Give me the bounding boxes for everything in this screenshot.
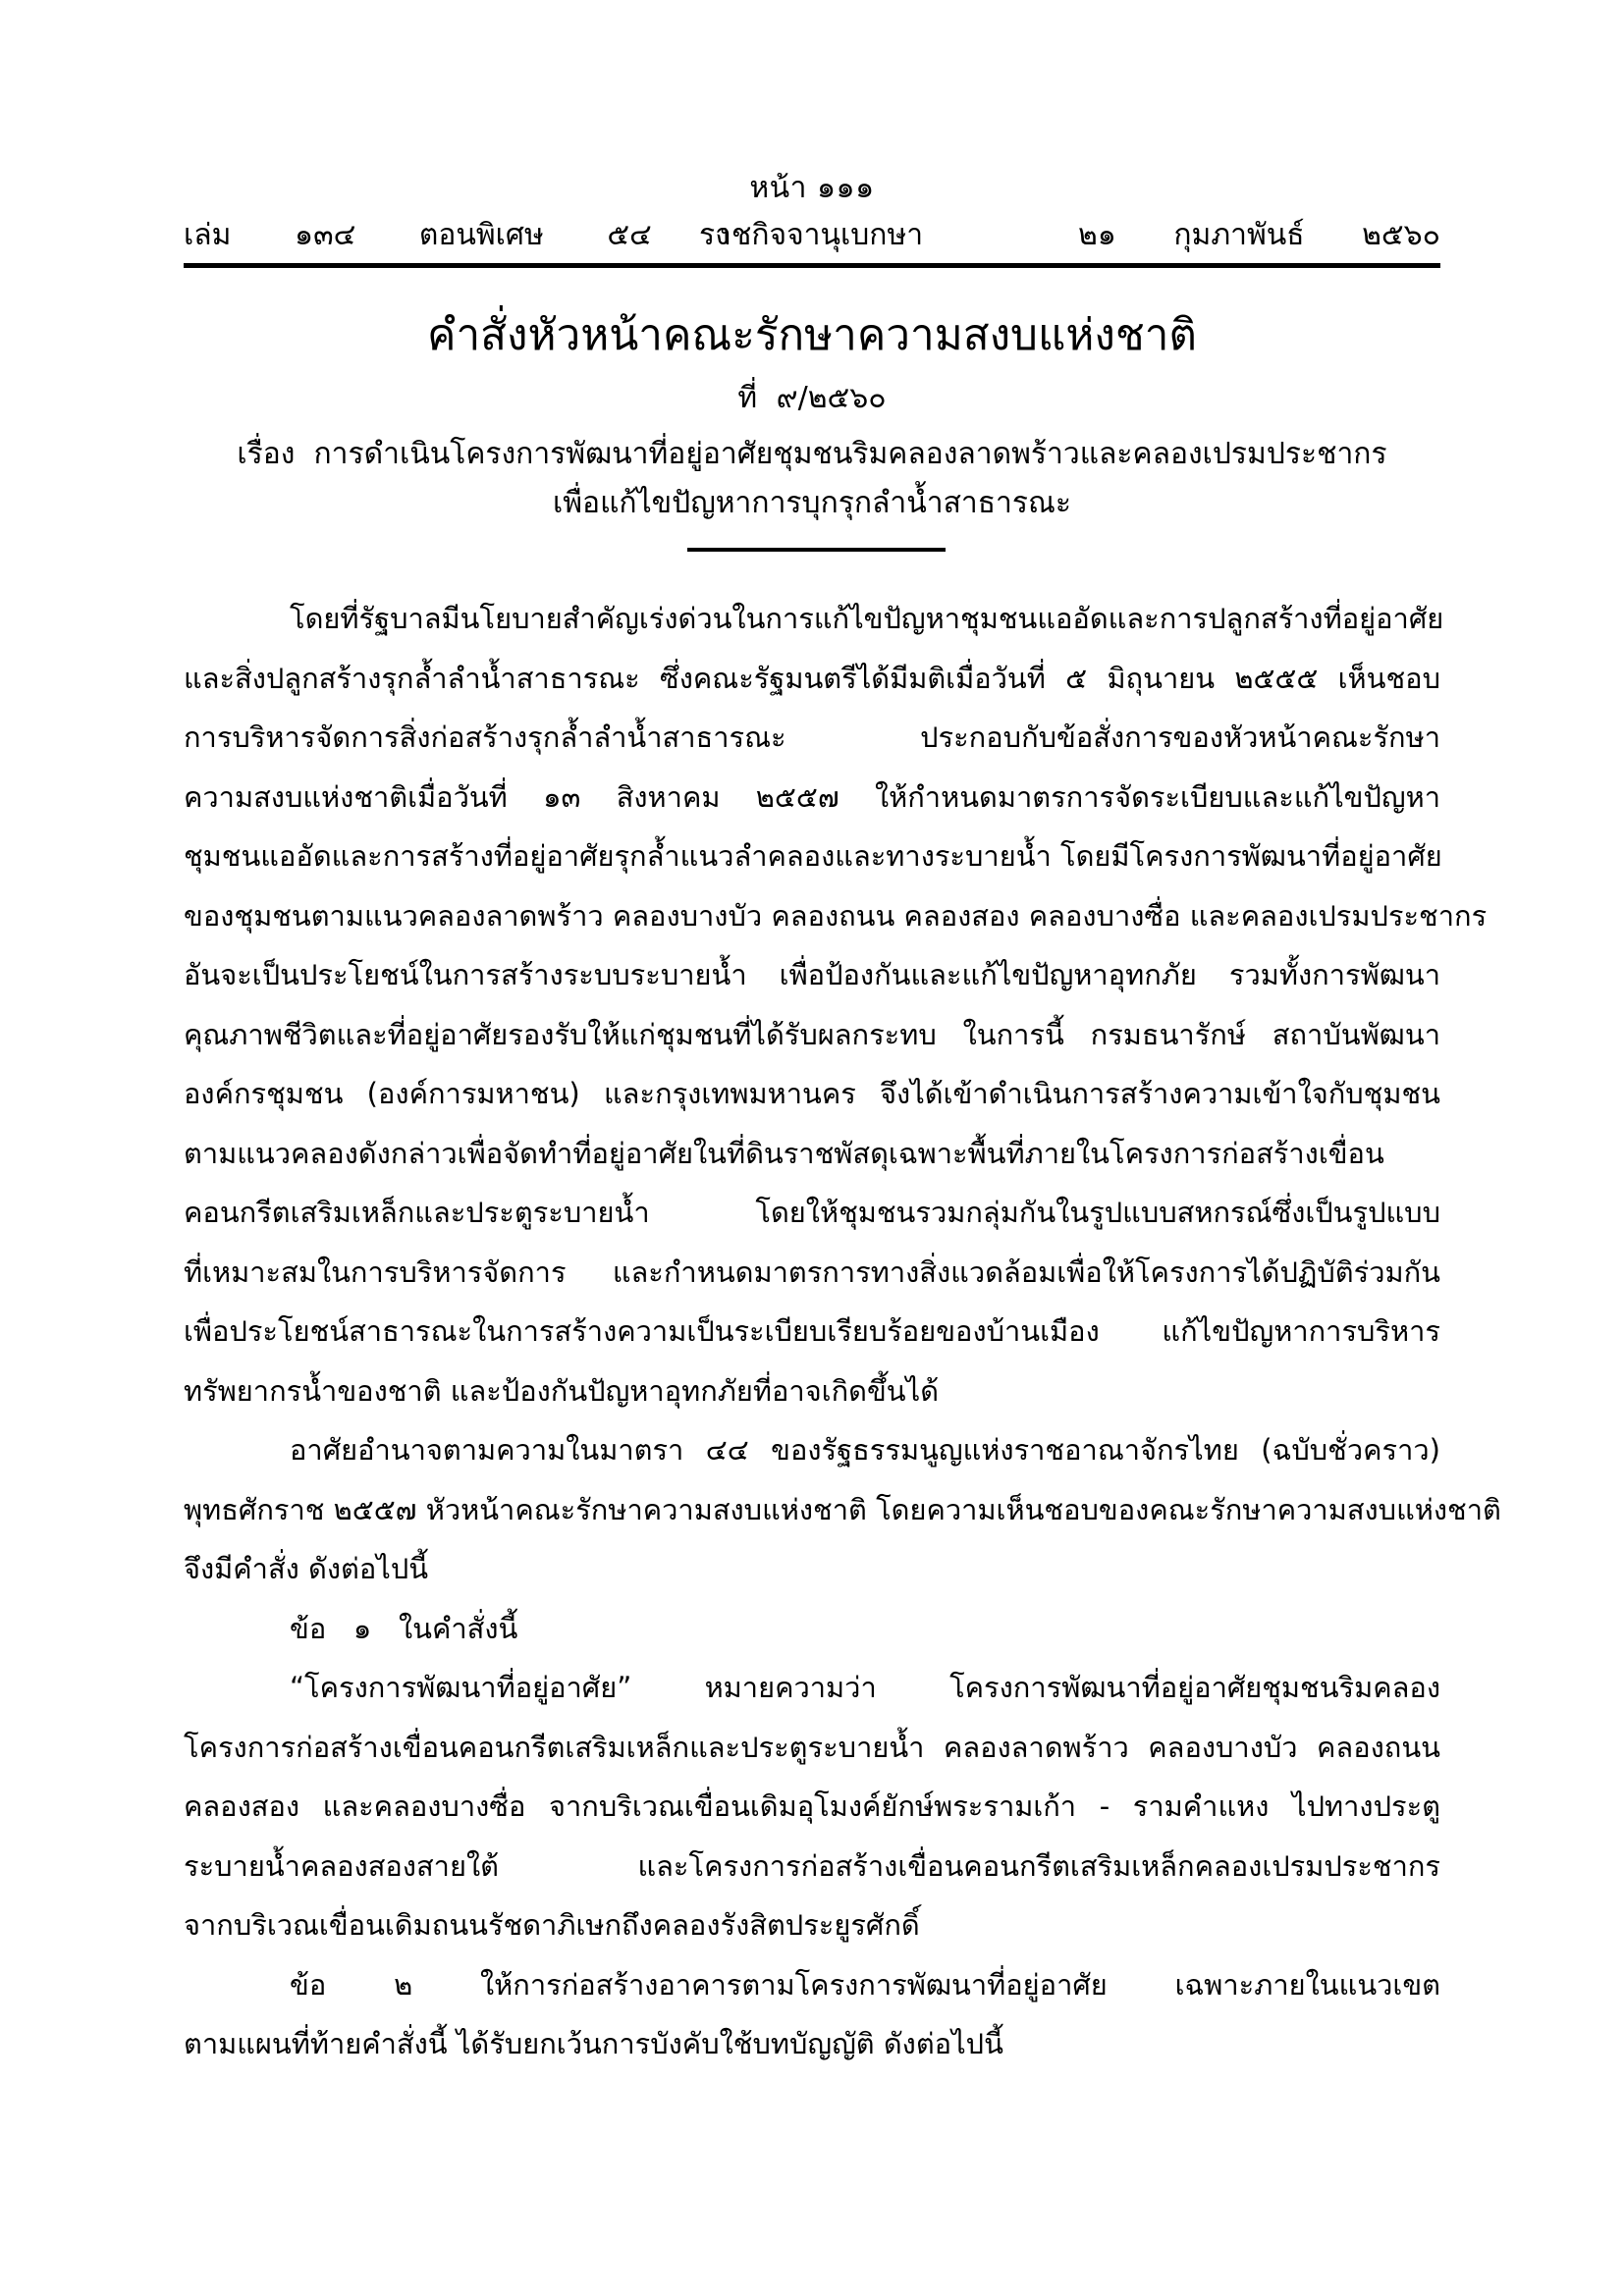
preamble-line: การบริหารจัดการสิ่งก่อสร้างรุกล้ำลำน้ำสาธารณะ ประกอบกับข้อสั่งการของหัวหน้าคณะรักษา: [184, 721, 1440, 754]
document-subject: [0, 430, 1624, 528]
preamble-line: ที่เหมาะสมในการบริหารจัดการ และกำหนดมาตรการทางสิ่งแวดล้อมเพื่อให้โครงการได้ปฏิบัติร่วมกัน: [184, 1255, 1440, 1289]
preamble-line: คอนกรีตเสริมเหล็กและประตูระบายน้ำ โดยให้ชุมชนรวมกลุ่มกันในรูปแบบสหกรณ์ซึ่งเป็นรูปแบบ: [184, 1196, 1440, 1229]
preamble-line: ชุมชนแออัดและการสร้างที่อยู่อาศัยรุกล้ำแนวลำคลองและทางระบายน้ำ โดยมีโครงการพัฒนาที่อยู่อาศัย: [184, 839, 1442, 873]
preamble-line: ของชุมชนตามแนวคลองลาดพร้าว คลองบางบัว คลองถนน คลองสอง คลองบางซื่อ และคลองเปรมประชากร: [184, 898, 1488, 933]
preamble-line: โดยที่รัฐบาลมีนโยบายสำคัญเร่งด่วนในการแก้ไขปัญหาชุมชนแออัดและการปลูกสร้างที่อยู่อาศัย: [290, 602, 1444, 635]
publication-date: ๒๑ กุมภาพันธ์ ๒๕๖๐: [1077, 218, 1440, 252]
page-number: หน้า ๑๑๑: [749, 171, 875, 205]
clause-2-line: ตามแผนที่ท้ายคำสั่งนี้ ได้รับยกเว้นการบังคับใช้บทบัญญัติ ดังต่อไปนี้: [184, 2027, 1003, 2060]
preamble-line: องค์กรชุมชน (องค์การมหาชน) และกรุงเทพมหานคร จึงได้เข้าดำเนินการสร้างความเข้าใจกับชุมชน: [184, 1077, 1440, 1110]
clause-1-line: คลองสอง และคลองบางซื่อ จากบริเวณเขื่อนเดิมอุโมงค์ยักษ์พระรามเก้า - รามคำแหง ไปทางประตู: [184, 1789, 1440, 1823]
subject-line-1: เรื่อง การดำเนินโครงการพัฒนาที่อยู่อาศัยชุมชนริมคลองลาดพร้าวและคลองเปรมประชากร: [237, 437, 1387, 471]
preamble-line: คุณภาพชีวิตและที่อยู่อาศัยรองรับให้แก่ชุมชนที่ได้รับผลกระทบ ในการนี้ กรมธนารักษ์ สถาบันพัฒนา: [184, 1017, 1440, 1051]
authority-line: พุทธศักราช ๒๕๕๗ หัวหน้าคณะรักษาความสงบแห่งชาติ โดยความเห็นชอบของคณะรักษาความสงบแห่งชาติ: [184, 1492, 1501, 1526]
clause-1-heading: ข้อ ๑ ในคำสั่งนี้: [290, 1611, 518, 1645]
preamble-line: เพื่อประโยชน์สาธารณะในการสร้างความเป็นระเบียบเรียบร้อยของบ้านเมือง แก้ไขปัญหาการบริหาร: [184, 1314, 1440, 1348]
document-body: [184, 589, 1501, 2074]
preamble-line: ทรัพยากรน้ำของชาติ และป้องกันปัญหาอุทกภัยที่อาจเกิดขึ้นได้: [184, 1373, 940, 1408]
preamble-line: อันจะเป็นประโยชน์ในการสร้างระบบระบายน้ำ เพื่อป้องกันและแก้ไขปัญหาอุทกภัย รวมทั้งการพัฒนา: [184, 958, 1440, 991]
volume-issue: เล่ม ๑๓๔ ตอนพิเศษ ๕๔ ง: [184, 218, 731, 252]
document-title: คำสั่งหัวหน้าคณะรักษาความสงบแห่งชาติ: [427, 310, 1197, 360]
authority-line: จึงมีคำสั่ง ดังต่อไปนี้: [184, 1552, 429, 1585]
clause-1-line: ระบายน้ำคลองสองสายใต้ และโครงการก่อสร้างเขื่อนคอนกรีตเสริมเหล็กคลองเปรมประชากร: [184, 1848, 1440, 1883]
header-divider: [184, 263, 1440, 268]
order-number: ที่ ๙/๒๕๖๐: [737, 381, 887, 415]
clause-1-line: จากบริเวณเขื่อนเดิมถนนรัชดาภิเษกถึงคลองรังสิตประยูรศักดิ์: [184, 1908, 920, 1942]
preamble-line: และสิ่งปลูกสร้างรุกล้ำลำน้ำสาธารณะ ซึ่งคณะรัฐมนตรีได้มีมติเมื่อวันที่ ๕ มิถุนายน ๒๕๕๕ เห็นชอบ: [184, 661, 1440, 695]
subject-line-2: เพื่อแก้ไขปัญหาการบุกรุกลำน้ำสาธารณะ: [553, 486, 1071, 520]
publication-name: ราชกิจจานุเบกษา: [699, 218, 924, 252]
gazette-header: [184, 214, 1440, 257]
clause-1-line: “โครงการพัฒนาที่อยู่อาศัย” หมายความว่า โครงการพัฒนาที่อยู่อาศัยชุมชนริมคลอง: [290, 1671, 1440, 1704]
title-divider: [687, 548, 946, 552]
preamble-line: ตามแนวคลองดังกล่าวเพื่อจัดทำที่อยู่อาศัยในที่ดินราชพัสดุเฉพาะพื้นที่ภายในโครงการก่อสร้างเขื่อน: [184, 1136, 1384, 1170]
authority-line: อาศัยอำนาจตามความในมาตรา ๔๔ ของรัฐธรรมนูญแห่งราชอาณาจักรไทย (ฉบับชั่วคราว): [290, 1433, 1440, 1467]
clause-2-line: ข้อ ๒ ให้การก่อสร้างอาคารตามโครงการพัฒนาที่อยู่อาศัย เฉพาะภายในแนวเขต: [290, 1967, 1440, 2002]
preamble-line: ความสงบแห่งชาติเมื่อวันที่ ๑๓ สิงหาคม ๒๕๕๗ ให้กำหนดมาตรการจัดระเบียบและแก้ไขปัญหา: [184, 779, 1440, 814]
clause-1-line: โครงการก่อสร้างเขื่อนคอนกรีตเสริมเหล็กและประตูระบายน้ำ คลองลาดพร้าว คลองบางบัว คลองถนน: [184, 1730, 1440, 1764]
